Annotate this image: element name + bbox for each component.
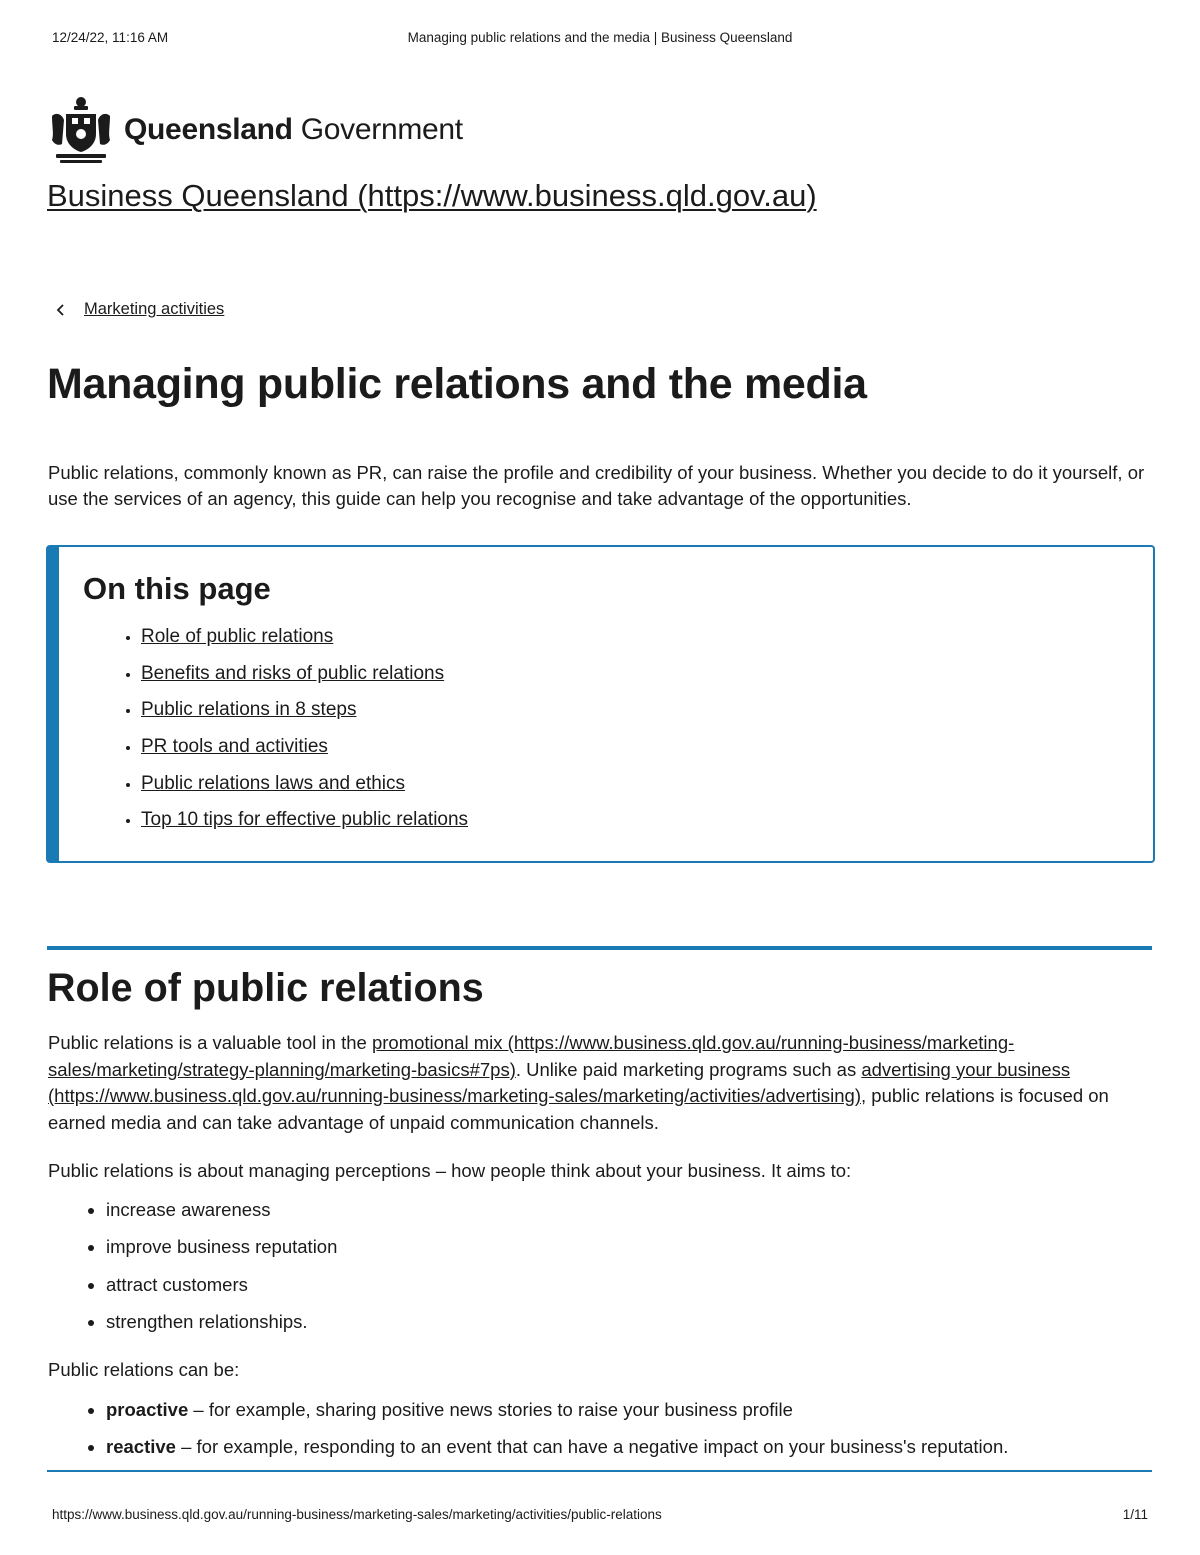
print-header [52,30,1148,50]
pr-types-list [0,1396,1008,1469]
logo-wordmark-regular: Government [292,113,463,146]
toc-item [141,623,468,660]
logo-wordmark [124,113,463,147]
intro-paragraph: Public relations, commonly known as PR, can raise the profile and credibility of your business. Whether you decide to do it yourself, or use the services of an agency, this guide can help you recognise and take advantage of the opportunities. [48,462,1145,509]
toc-link-role[interactable]: Role of public relations [141,626,334,647]
advertising-link[interactable]: advertising your business (https://www.business.qld.gov.au/running-business/marketing-sales/marketing/activities/advertising) [48,1058,1071,1106]
coat-of-arms-icon [46,94,116,166]
role-text-3: , public relations is focused on earned media and can take advantage of unpaid communication channels. [48,1085,1109,1133]
chevron-left-icon [54,303,68,317]
queensland-government-logo[interactable] [46,94,463,166]
logo-wordmark-bold: Queensland [124,113,293,146]
bottom-divider [47,1470,1152,1472]
toc-link-8-steps[interactable]: Public relations in 8 steps [141,699,357,721]
toc-item [141,770,468,807]
section-divider [47,946,1152,950]
on-this-page-box [46,545,1155,863]
toc-item [141,806,468,843]
list-item [106,1433,1008,1470]
toc-link-tools[interactable]: PR tools and activities [141,736,328,758]
promotional-mix-link[interactable]: promotional mix (https://www.business.qld.gov.au/running-business/marketing-sales/marketing/strategy-planning/marketing-basics#7ps) [48,1032,1015,1080]
term-proactive: proactive [106,1399,189,1420]
list-item: • strengthen relationships. [106,1308,337,1345]
site-title-link[interactable]: Business Queensland (https://www.business.qld.gov.au) [47,178,817,213]
list-item: • increase awareness [106,1196,337,1233]
toc-item [141,660,468,697]
can-be-paragraph: Public relations can be: [48,1359,240,1380]
role-text-2: . Unlike paid marketing programs such as [515,1058,862,1080]
role-paragraph [48,1030,1156,1136]
list-item: • attract customers [106,1271,337,1308]
term-description: – for example, responding to an event that can have a negative impact on your business's reputation. [175,1435,1009,1457]
print-url: https://www.business.qld.gov.au/running-business/marketing-sales/marketing/activities/public-relations [52,1507,662,1522]
print-document-title: Managing public relations and the media | Business Queensland [407,30,793,45]
print-date: 12/24/22, 11:16 AM [52,30,169,45]
term-reactive: reactive [106,1435,176,1457]
aims-list [0,1196,337,1345]
page-number: 1/11 [1122,1507,1148,1522]
toc-link-benefits-risks[interactable]: Benefits and risks of public relations [141,662,445,684]
list-item: • improve business reputation [106,1233,337,1270]
toc-item [141,696,468,733]
toc-heading: On this page [83,571,271,606]
toc-link-top-10-tips[interactable]: Top 10 tips for effective public relations [141,809,469,831]
toc-link-laws-ethics[interactable]: Public relations laws and ethics [141,772,406,794]
list-item [106,1396,1008,1433]
section-title: Role of public relations [47,966,484,1010]
breadcrumb-link-marketing-activities[interactable]: Marketing activities [84,300,225,318]
toc-list [59,623,468,843]
toc-item [141,733,468,770]
role-text-1: Public relations is a valuable tool in the [48,1032,372,1053]
site-title [47,178,817,214]
perceptions-paragraph: Public relations is about managing perceptions – how people think about your business. It aims to: [48,1160,852,1181]
breadcrumb [54,300,224,319]
page-title: Managing public relations and the media [47,360,867,408]
term-description: – for example, sharing positive news stories to raise your business profile [188,1399,793,1420]
